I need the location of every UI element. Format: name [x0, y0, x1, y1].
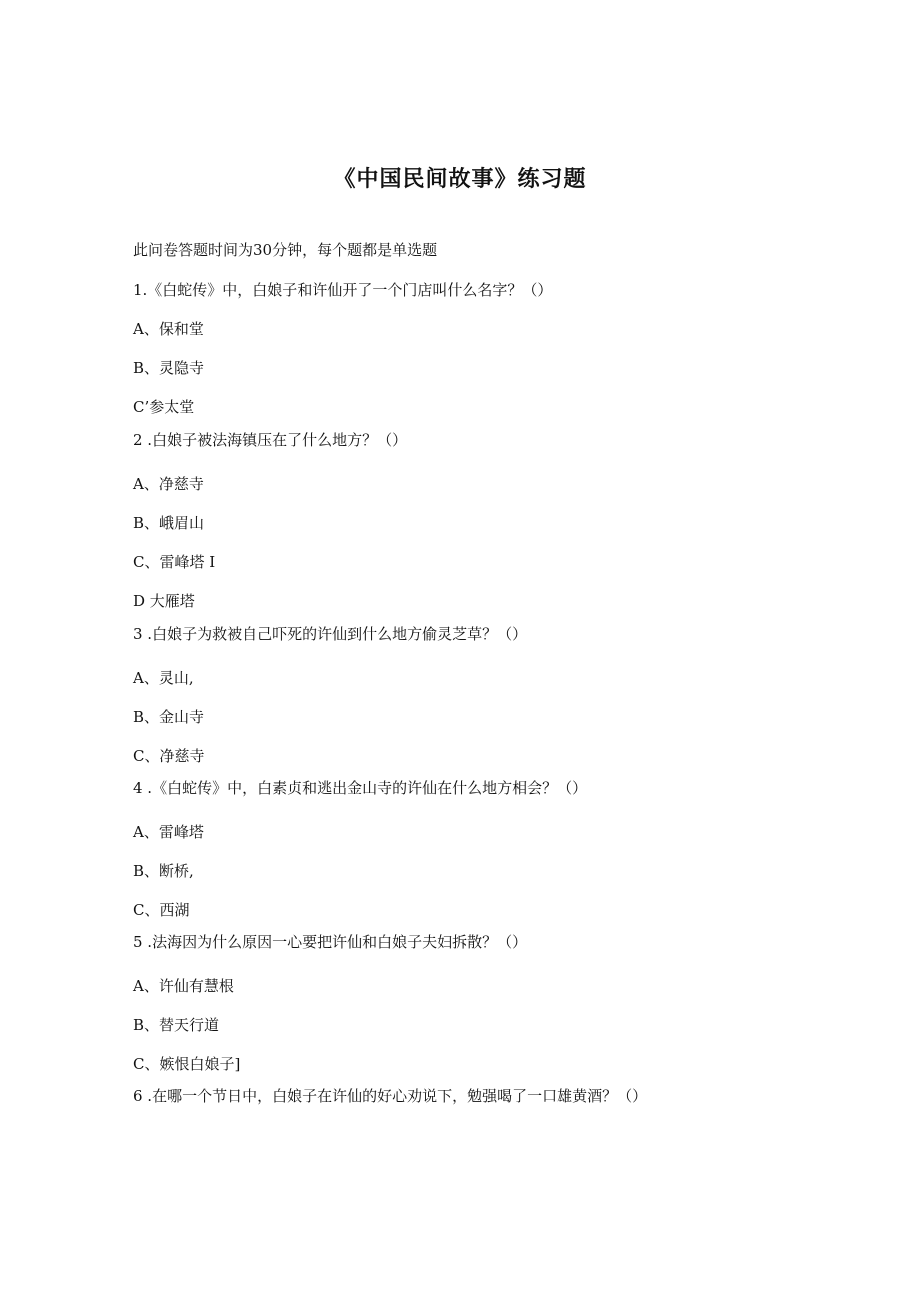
question-4-option-a: A、雷峰塔: [133, 823, 204, 841]
question-5-option-c: C、嫉恨白娘子]: [133, 1055, 241, 1073]
question-1-option-b: B、灵隐寺: [133, 359, 205, 377]
question-4-option-b: B、断桥,: [133, 862, 194, 880]
question-3-option-b: B、金山寺: [133, 708, 205, 726]
question-4-option-c: C、西湖: [133, 901, 190, 919]
question-2-stem: 2 .白娘子被法海镇压在了什么地方？（）: [133, 431, 408, 449]
page-title: 《中国民间故事》练习题: [333, 167, 587, 192]
question-2-option-a: A、净慈寺: [133, 475, 204, 493]
question-2-option-d: D 大雁塔: [133, 592, 195, 610]
question-1-option-c: C’参太堂: [133, 398, 195, 416]
question-3-option-c: C、净慈寺: [133, 747, 205, 765]
question-2-option-b: B、峨眉山: [133, 514, 205, 532]
question-2-option-c: C、雷峰塔 I: [133, 553, 216, 571]
question-6-stem: 6 .在哪一个节日中，白娘子在许仙的好心劝说下，勉强喝了一口雄黄酒？（）: [133, 1087, 648, 1105]
question-5-stem: 5 .法海因为什么原因一心要把许仙和白娘子夫妇拆散？（）: [133, 933, 528, 951]
question-3-option-a: A、灵山,: [133, 669, 194, 687]
question-5-option-b: B、替天行道: [133, 1016, 220, 1034]
question-3-stem: 3 .白娘子为救被自己吓死的许仙到什么地方偷灵芝草？（）: [133, 625, 528, 643]
instructions-text: 此问卷答题时间为30分钟，每个题都是单选题: [133, 241, 438, 259]
question-5-option-a: A、许仙有慧根: [133, 977, 234, 995]
question-1-stem: 1.《白蛇传》中，白娘子和许仙开了一个门店叫什么名字？（）: [133, 281, 553, 299]
question-1-option-a: A、保和堂: [133, 320, 204, 338]
question-4-stem: 4 .《白蛇传》中，白素贞和逃出金山寺的许仙在什么地方相会？（）: [133, 779, 588, 797]
